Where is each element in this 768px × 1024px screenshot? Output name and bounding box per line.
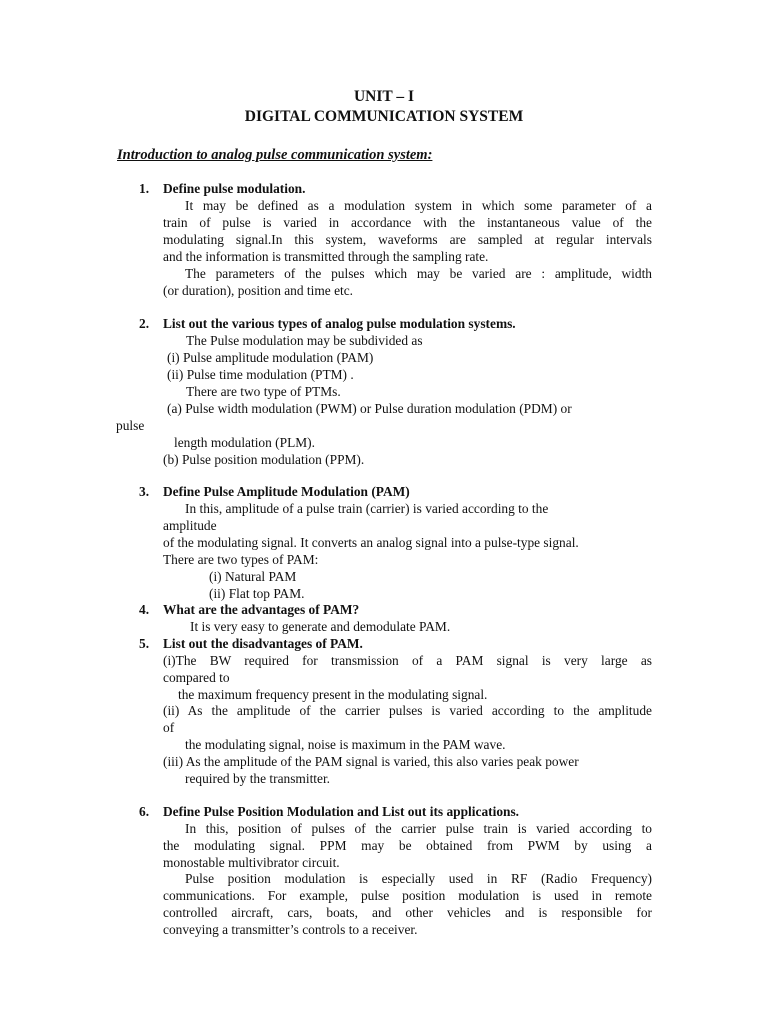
q2-heading: List out the various types of analog pulse modulation systems. bbox=[163, 316, 516, 331]
q6-heading: Define Pulse Position Modulation and List out its applications. bbox=[163, 804, 520, 819]
q2-line-5: (a) Pulse width modulation (PWM) or Pulse duration modulation (PDM) or bbox=[167, 401, 572, 416]
q3-line-3: of the modulating signal. It converts an analog signal into a pulse-type signal. bbox=[163, 535, 579, 550]
q2-line-8: (b) Pulse position modulation (PPM). bbox=[163, 452, 365, 467]
q4-number: 4. bbox=[139, 602, 150, 617]
q1-line-3: modulating signal.In this system, waveforms are sampled at regular intervals bbox=[163, 232, 652, 247]
q6-line-1: In this, position of pulses of the carrier pulse train is varied according to bbox=[185, 821, 652, 836]
q5-number: 5. bbox=[139, 636, 150, 651]
q5-heading: List out the disadvantages of PAM. bbox=[163, 636, 363, 651]
q3-line-6: (ii) Flat top PAM. bbox=[209, 586, 305, 601]
q5-line-6: the modulating signal, noise is maximum in the PAM wave. bbox=[185, 737, 506, 752]
document-title: DIGITAL COMMUNICATION SYSTEM bbox=[244, 108, 524, 125]
q5-line-3: the maximum frequency present in the modulating signal. bbox=[178, 687, 488, 702]
unit-label: UNIT – I bbox=[353, 88, 414, 105]
section-heading: Introduction to analog pulse communication system: bbox=[117, 147, 433, 163]
q2-line-3: (ii) Pulse time modulation (PTM) . bbox=[167, 367, 354, 382]
q2-line-1: The Pulse modulation may be subdivided as bbox=[186, 333, 423, 348]
q2-line-7: length modulation (PLM). bbox=[174, 435, 315, 450]
q4-heading: What are the advantages of PAM? bbox=[163, 602, 360, 617]
q3-number: 3. bbox=[139, 484, 150, 499]
q5-line-1: (i)The BW required for transmission of a PAM signal is very large as bbox=[163, 653, 652, 668]
q2-line-6: pulse bbox=[116, 418, 145, 433]
q2-line-4: There are two type of PTMs. bbox=[186, 384, 341, 399]
q1-heading: Define pulse modulation. bbox=[163, 181, 306, 196]
q3-line-4: There are two types of PAM: bbox=[163, 552, 319, 567]
q5-line-2: compared to bbox=[163, 670, 230, 685]
q1-number: 1. bbox=[139, 181, 150, 196]
q3-heading: Define Pulse Amplitude Modulation (PAM) bbox=[163, 484, 410, 499]
q1-line-1: It may be defined as a modulation system in which some parameter of a bbox=[185, 198, 652, 213]
q6-line-7: conveying a transmitter’s controls to a receiver. bbox=[163, 922, 418, 937]
q1-line-6: (or duration), position and time etc. bbox=[163, 283, 354, 298]
q3-line-5: (i) Natural PAM bbox=[209, 569, 297, 584]
q3-line-2: amplitude bbox=[163, 518, 217, 533]
q1-line-5: The parameters of the pulses which may be varied are : amplitude, width bbox=[185, 266, 652, 281]
q3-line-1: In this, amplitude of a pulse train (carrier) is varied according to the bbox=[185, 501, 549, 516]
q5-line-7: (iii) As the amplitude of the PAM signal is varied, this also varies peak power bbox=[163, 754, 579, 769]
q5-line-8: required by the transmitter. bbox=[185, 771, 331, 786]
q5-line-5: of bbox=[163, 720, 175, 735]
q6-line-4: Pulse position modulation is especially used in RF (Radio Frequency) bbox=[185, 871, 652, 886]
q6-line-6: controlled aircraft, cars, boats, and other vehicles and is responsible for bbox=[163, 905, 652, 920]
q6-line-3: monostable multivibrator circuit. bbox=[163, 855, 340, 870]
q6-line-2: the modulating signal. PPM may be obtained from PWM by using a bbox=[163, 838, 652, 853]
q5-line-4: (ii) As the amplitude of the carrier pulses is varied according to the amplitude bbox=[163, 703, 652, 718]
q2-line-2: (i) Pulse amplitude modulation (PAM) bbox=[167, 350, 374, 365]
q6-line-5: communications. For example, pulse position modulation is used in remote bbox=[163, 888, 652, 903]
q4-line-1: It is very easy to generate and demodulate PAM. bbox=[190, 619, 451, 634]
q1-line-2: train of pulse is varied in accordance with the instantaneous value of the bbox=[163, 215, 652, 230]
q2-number: 2. bbox=[139, 316, 150, 331]
q1-line-4: and the information is transmitted through the sampling rate. bbox=[163, 249, 489, 264]
q6-number: 6. bbox=[139, 804, 150, 819]
